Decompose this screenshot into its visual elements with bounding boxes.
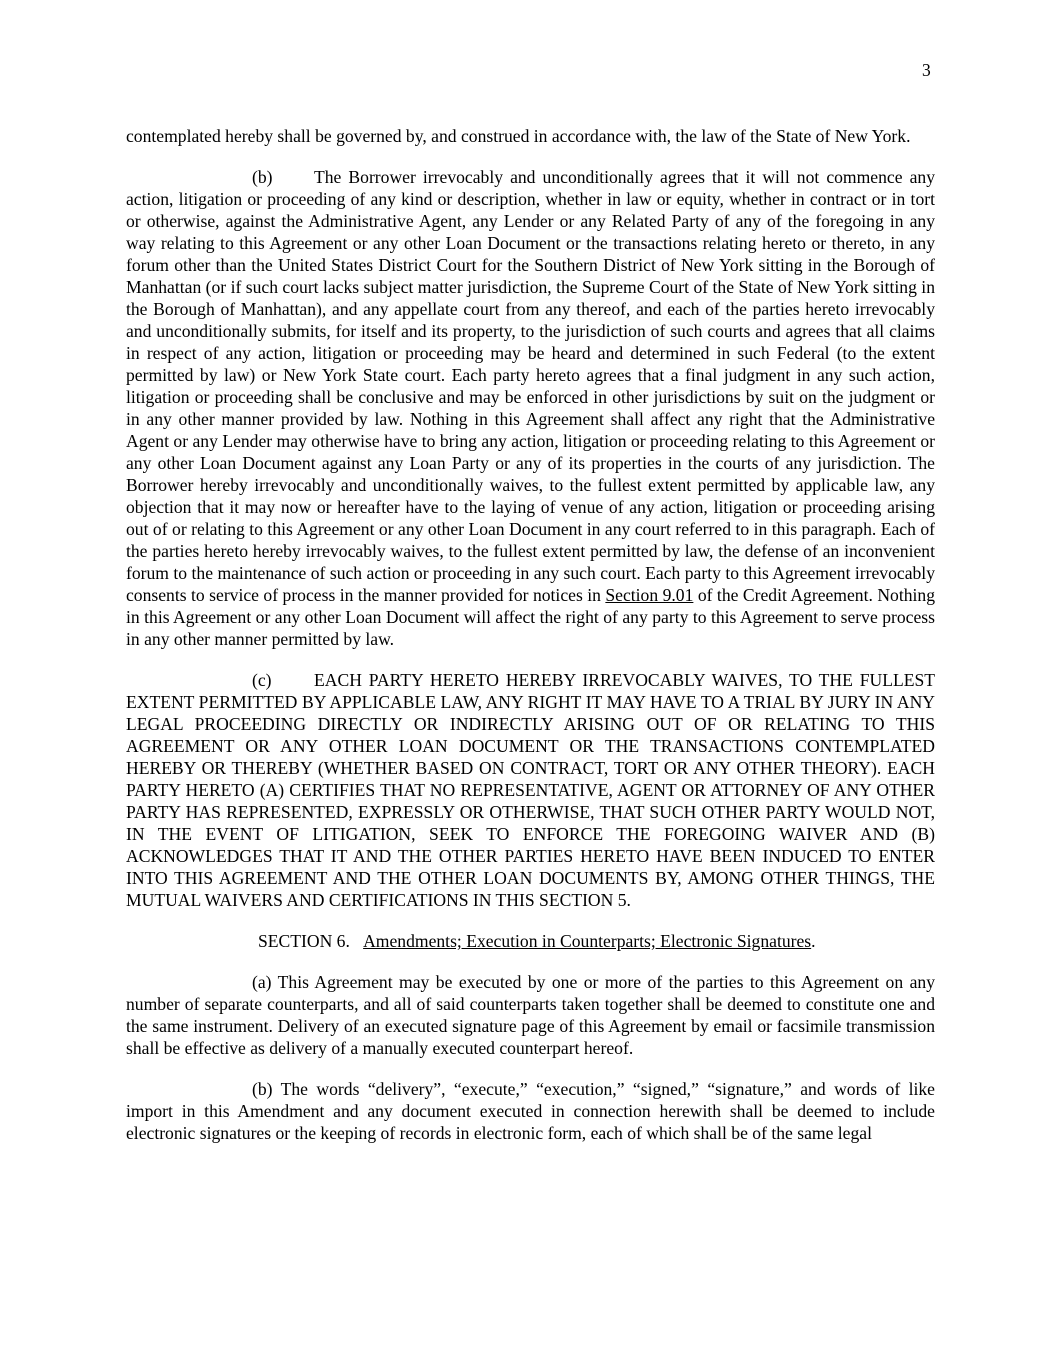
paragraph-c-jury-waiver — [126, 669, 935, 911]
paragraph-text: (b) The words “delivery”, “execute,” “execution,” “signed,” “signature,” and words of like import in this Amendment and any document executed in connection herewith shall be deemed to include electronic signatures or the keeping of records in electronic form, each of which shall be of the same legal — [126, 1079, 935, 1143]
section-6-paragraph-b — [126, 1078, 935, 1144]
section-9-01-reference-link[interactable]: Section 9.01 — [605, 585, 694, 605]
paragraph-text: (a) This Agreement may be executed by one or more of the parties to this Agreement on any number of separate counterparts, and all of said counterparts taken together shall be deemed to constitute one and the same instrument. Delivery of an executed signature page of this Agreement by email or facsimile transmission shall be effective as delivery of a manually executed counterpart hereof. — [126, 972, 935, 1058]
paragraph-text: contemplated hereby shall be governed by, and construed in accordance with, the law of the State of New York. — [126, 126, 911, 146]
paragraph-text: EACH PARTY HERETO HEREBY IRREVOCABLY WAIVES, TO THE FULLEST EXTENT PERMITTED BY APPLICABLE LAW, ANY RIGHT IT MAY HAVE TO A TRIAL BY JURY IN ANY LEGAL PROCEEDING DIRECTLY OR INDIRECTLY ARISING OUT OF OR RELATING TO THIS AGREEMENT OR ANY OTHER LOAN DOCUMENT OR THE TRANSACTIONS CONTEMPLATED HEREBY OR THEREBY (WHETHER BASED ON CONTRACT, TORT OR ANY OTHER THEORY). EACH PARTY HERETO (A) CERTIFIES THAT NO REPRESENTATIVE, AGENT OR ATTORNEY OF ANY OTHER PARTY HAS REPRESENTED, EXPRESSLY OR OTHERWISE, THAT SUCH OTHER PARTY WOULD NOT, IN THE EVENT OF LITIGATION, SEEK TO ENFORCE THE FOREGOING WAIVER AND (B) ACKNOWLEDGES THAT IT AND THE OTHER PARTIES HERETO HAVE BEEN INDUCED TO ENTER INTO THIS AGREEMENT AND THE OTHER LOAN DOCUMENTS BY, AMONG OTHER THINGS, THE MUTUAL WAIVERS AND CERTIFICATIONS IN THIS SECTION 5. — [126, 670, 935, 910]
paragraph-label: (c) — [252, 670, 272, 690]
paragraph-text-continued: of the Credit Agreement. Nothing in this Agreement or any other Loan Document will affect the right of any party to this Agreement to serve process in any other manner permitted by law. — [126, 585, 935, 649]
paragraph-label: (b) — [252, 167, 273, 187]
page-number: 3 — [922, 60, 931, 80]
section-6-header — [126, 930, 935, 952]
paragraph-text: The Borrower irrevocably and unconditionally agrees that it will not commence any action, litigation or proceeding of any kind or description, whether in law or equity, whether in contract or in tort or otherwise, against the Administrative Agent, any Lender or any Related Party of any of the foregoing in any way relating to this Agreement or any other Loan Document or the transactions relating hereto or thereto, in any forum other than the United States District Court for the Southern District of New York sitting in the Borough of Manhattan (or if such court lacks subject matter jurisdiction, the Supreme Court of the State of New York sitting in the Borough of Manhattan), and any appellate court from any thereof, and each of the parties hereto irrevocably and unconditionally submits, for itself and its property, to the jurisdiction of such courts and agrees that all claims in respect of any action, litigation or proceeding may be heard and determined in such Federal (to the extent permitted by law) or New York State court. Each party hereto agrees that a final judgment in any such action, litigation or proceeding shall be conclusive and may be enforced in other jurisdictions by suit on the judgment or in any other manner provided by law. Nothing in this Agreement shall affect any right that the Administrative Agent or any Lender may otherwise have to bring any action, litigation or proceeding relating to this Agreement or any other Loan Document against any Loan Party or any of its properties in the courts of any jurisdiction. The Borrower hereby irrevocably and unconditionally waives, to the fullest extent permitted by applicable law, any objection that it may now or hereafter have to the laying of venue of any action, litigation or proceeding arising out of or relating to this Agreement or any other Loan Document in any court referred to in this paragraph. Each of the parties hereto hereby irrevocably waives, to the fullest extent permitted by law, the defense of an inconvenient forum to the maintenance of such action or proceeding in any such court. Each party to this Agreement irrevocably consents to service of process in the manner provided for notices in — [126, 167, 935, 605]
section-heading-period: . — [811, 931, 816, 951]
section-6-paragraph-a — [126, 971, 935, 1059]
section-heading: Amendments; Execution in Counterparts; Electronic Signatures — [363, 931, 812, 951]
document-body — [126, 125, 935, 1163]
governing-law-continuation — [126, 125, 935, 147]
section-label: SECTION 6. — [258, 931, 350, 951]
paragraph-b-jurisdiction — [126, 166, 935, 650]
